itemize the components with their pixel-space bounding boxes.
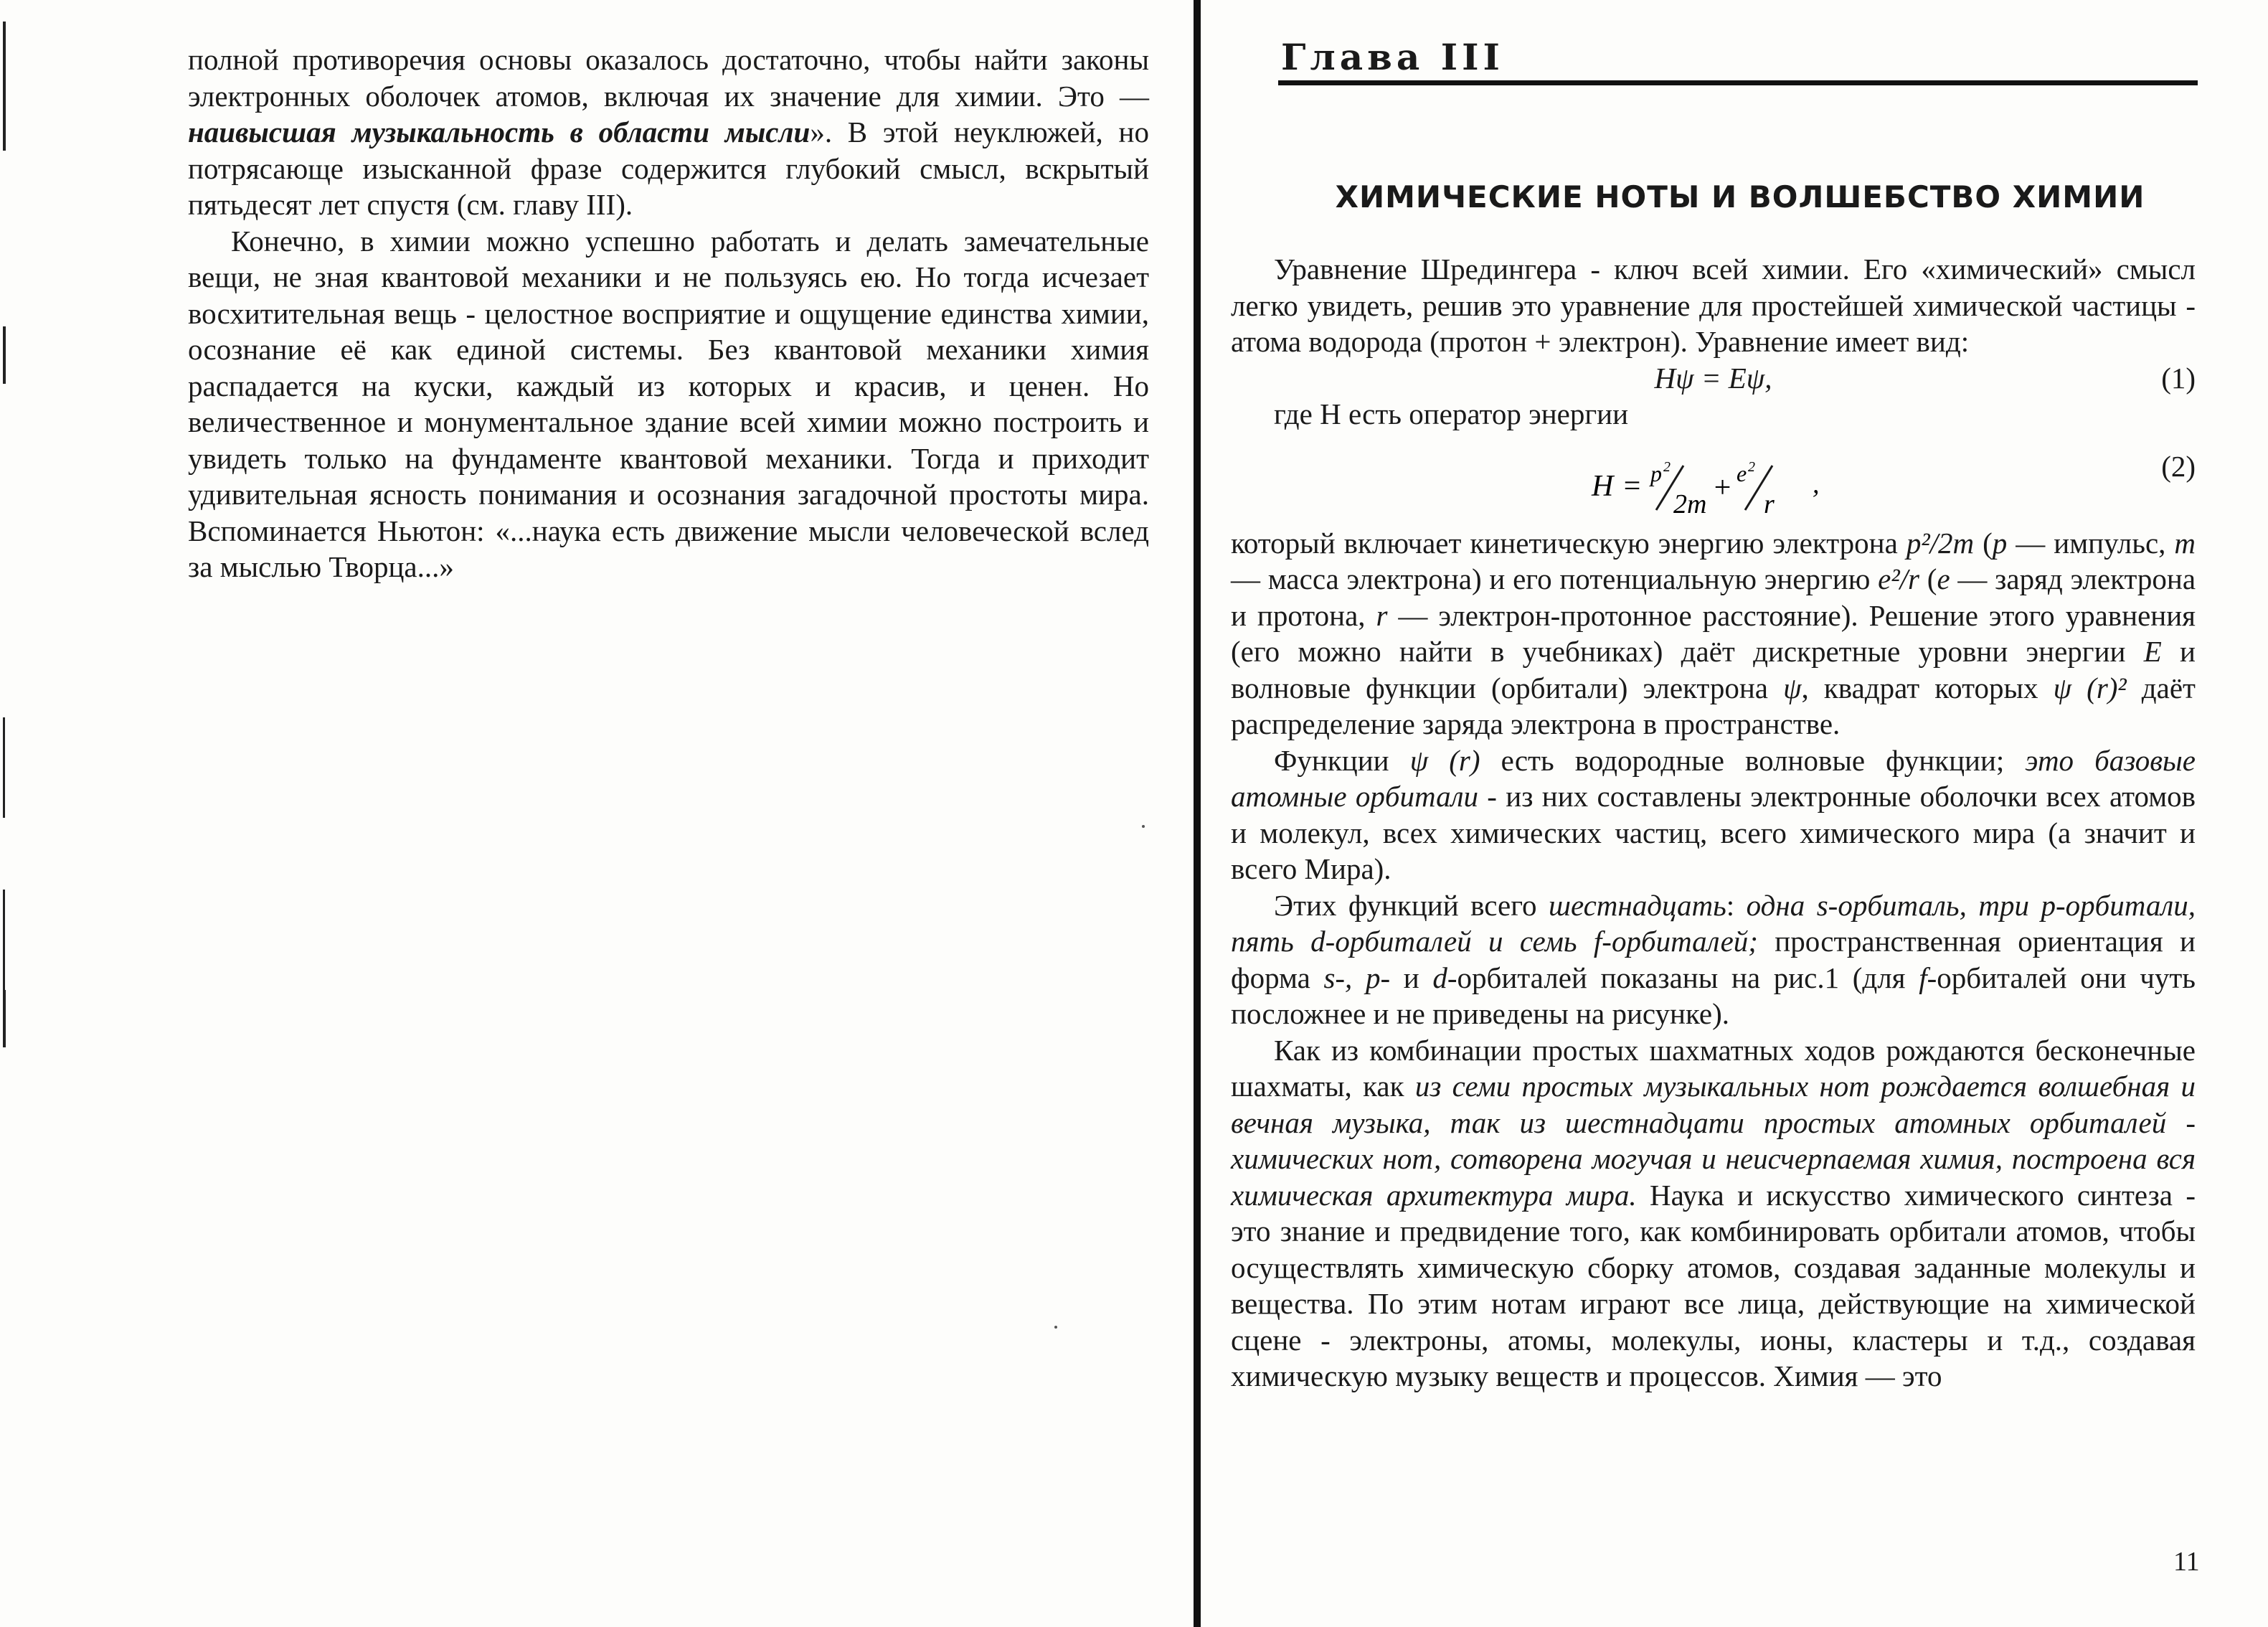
page-edge-mark: [3, 22, 6, 151]
svg-text:=: =: [1621, 469, 1642, 503]
italic-run: из семи простых музыкальных нот рождается волшебная и вечная музыка, так из шестнадцати простых атомных орбиталей - химических нот, сотворена могучая и неисчерпаемая химия, построена вся химическая архитектура мира.: [1231, 1070, 2196, 1212]
chapter-heading: ХИМИЧЕСКИЕ НОТЫ И ВОЛШЕБСТВО ХИМИИ: [1335, 179, 2145, 214]
italic-run: s-, p-: [1323, 961, 1391, 994]
page-edge-mark: [3, 717, 5, 818]
italic-run: одна s-орбиталь, три p-орбитали, пять d-орбиталей и семь f-орбиталей;: [1231, 888, 2196, 958]
text-run: ». В этой неуклюжей, но потрясающе изысканной фразе содержится глубокий смысл, вскрытый пятьдесят лет спустя (см. главу III).: [188, 115, 1149, 221]
text-run: (: [1919, 562, 1937, 595]
text-run: и волновые функции (орбитали) электрона: [1231, 635, 2196, 704]
hamiltonian-formula: [1584, 460, 1843, 524]
right-paragraph-4: [1231, 887, 2196, 1032]
text-run: — импульс,: [2007, 526, 2175, 560]
svg-text:+: +: [1711, 471, 1732, 504]
math-run: E: [2143, 635, 2162, 668]
text-run: Наука и искусство химического синтеза - это знание и предвидение того, как комбинировать орбитали атомов, чтобы осуществлять химическую сборку атомов, создавая заданные молекулы и вещества. По этим нотам играют все лица, действующие на химической сцене - электроны, атомы, молекулы, ионы, кластеры и т.д., создавая химическую музыку веществ и процессов. Химия — это: [1231, 1178, 2196, 1392]
book-spine: [1194, 0, 1201, 1627]
italic-run: d: [1432, 961, 1447, 994]
text-run: который включает кинетическую энергию электрона: [1231, 526, 1906, 560]
text-run: — масса электрона) и его потенциальную энергию: [1231, 562, 1879, 595]
scan-speck: [1142, 825, 1145, 828]
svg-text:p: p: [1650, 460, 1662, 486]
text-run: — заряд электрона и протона,: [1231, 562, 2196, 632]
math-run: m: [2174, 526, 2196, 560]
svg-text:,: ,: [1812, 468, 1819, 499]
math-run: p²/2m: [1906, 526, 1975, 560]
text-run: — электрон-протонное расстояние). Решение этого уравнения (его можно найти в учебниках) даёт дискретные уровни энергии: [1231, 598, 2196, 668]
italic-run: это базовые атомные орбитали: [1231, 743, 2196, 813]
svg-text:H: H: [1591, 469, 1613, 503]
equation-2-number: (2): [2161, 449, 2196, 483]
math-run: ψ: [1783, 671, 1802, 704]
text-run: , квадрат которых: [1801, 671, 2054, 704]
svg-text:e: e: [1736, 460, 1747, 486]
right-page-body: [1231, 251, 2196, 1395]
math-run: ψ (r)²: [2053, 671, 2127, 704]
math-run: e: [1937, 562, 1950, 595]
page-number: 11: [2173, 1547, 2200, 1577]
text-run: есть водородные волновые функции;: [1480, 743, 2026, 777]
left-paragraph-1: [188, 42, 1149, 223]
equation-1-expression: Hψ = Eψ,: [1654, 361, 1772, 395]
text-run: Этих функций всего: [1274, 888, 1549, 922]
page-edge-mark: [3, 890, 5, 990]
right-paragraph-1: Уравнение Шредингера - ключ всей химии. Его «химический» смысл легко увидеть, решив это уравнение для простейшей химической частицы - атома водорода (протон + электрон). Уравнение имеет вид:: [1231, 253, 2196, 358]
math-run: p: [1992, 526, 2008, 560]
text-run: Функции: [1274, 743, 1410, 777]
chapter-rule: [1278, 80, 2198, 85]
italic-run: f: [1919, 961, 1927, 994]
text-run: полной противоречия основы оказалось достаточно, чтобы найти законы электронных оболочек атомов, включая их значение для химии. Это —: [188, 43, 1149, 113]
text-run: -орбиталей показаны на рис.1 (для: [1447, 961, 1919, 994]
text-run: :: [1726, 888, 1747, 922]
svg-text:2: 2: [1663, 458, 1671, 475]
equation-1: [1231, 360, 2196, 397]
text-run: даёт распределение заряда электрона в пространстве.: [1231, 671, 2196, 740]
text-run: и: [1390, 961, 1433, 994]
page-edge-mark: [3, 326, 6, 384]
equation-2: [1231, 438, 2196, 521]
text-run: (: [1974, 526, 1993, 560]
equation-1-number: (1): [2161, 361, 2196, 395]
scan-speck: [1054, 1326, 1057, 1329]
svg-text:2: 2: [1747, 458, 1755, 475]
left-page-body: [188, 42, 1149, 585]
math-run: e²/r: [1878, 562, 1919, 595]
right-paragraph-3: [1231, 742, 2196, 887]
equation-2-expression: [1231, 460, 2196, 533]
where-line: где Н есть оператор энергии: [1274, 397, 1629, 430]
text-run: -орбиталей они чуть посложнее и не приведены на рисунке).: [1231, 961, 2196, 1030]
text-run: пространственная ориентация и форма: [1231, 925, 2196, 994]
math-run: r: [1376, 598, 1388, 632]
right-page: [1212, 0, 2268, 1627]
svg-text:2m: 2m: [1673, 489, 1706, 519]
text-run: - из них составлены электронные оболочки всех атомов и молекул, всех химических частиц, всего химического мира (а значит и всего Мира).: [1231, 780, 2196, 885]
svg-text:r: r: [1763, 489, 1775, 519]
chapter-label: Глава III: [1281, 36, 1504, 78]
right-paragraph-2: [1231, 525, 2196, 742]
italic-run: шестнадцать: [1549, 888, 1726, 922]
emphasized-quote: наивысшая музыкальность в области мысли: [188, 115, 811, 148]
right-paragraph-5: [1231, 1032, 2196, 1395]
math-run: ψ (r): [1409, 743, 1480, 777]
left-paragraph-2: Конечно, в химии можно успешно работать и делать замечательные вещи, не зная квантовой механики и не пользуясь ею. Но тогда исчезает восхитительная вещь - целостное восприятие и ощущение единства химии, осознание её как единой системы. Без квантовой механики химия распадается на куски, каждый из которых и красив, и ценен. Но величественное и монументальное здание всей химии можно построить и увидеть только на фундаменте квантовой механики. Тогда и приходит удивительная ясность понимания и осознания загадочной простоты мира. Вспоминается Ньютон: «...наука есть движение мысли человеческой вслед за мыслью Творца...»: [188, 224, 1149, 583]
text-run: Как из комбинации простых шахматных ходов рождаются бесконечные шахматы, как: [1231, 1033, 2196, 1103]
page-edge-mark: [3, 990, 6, 1047]
